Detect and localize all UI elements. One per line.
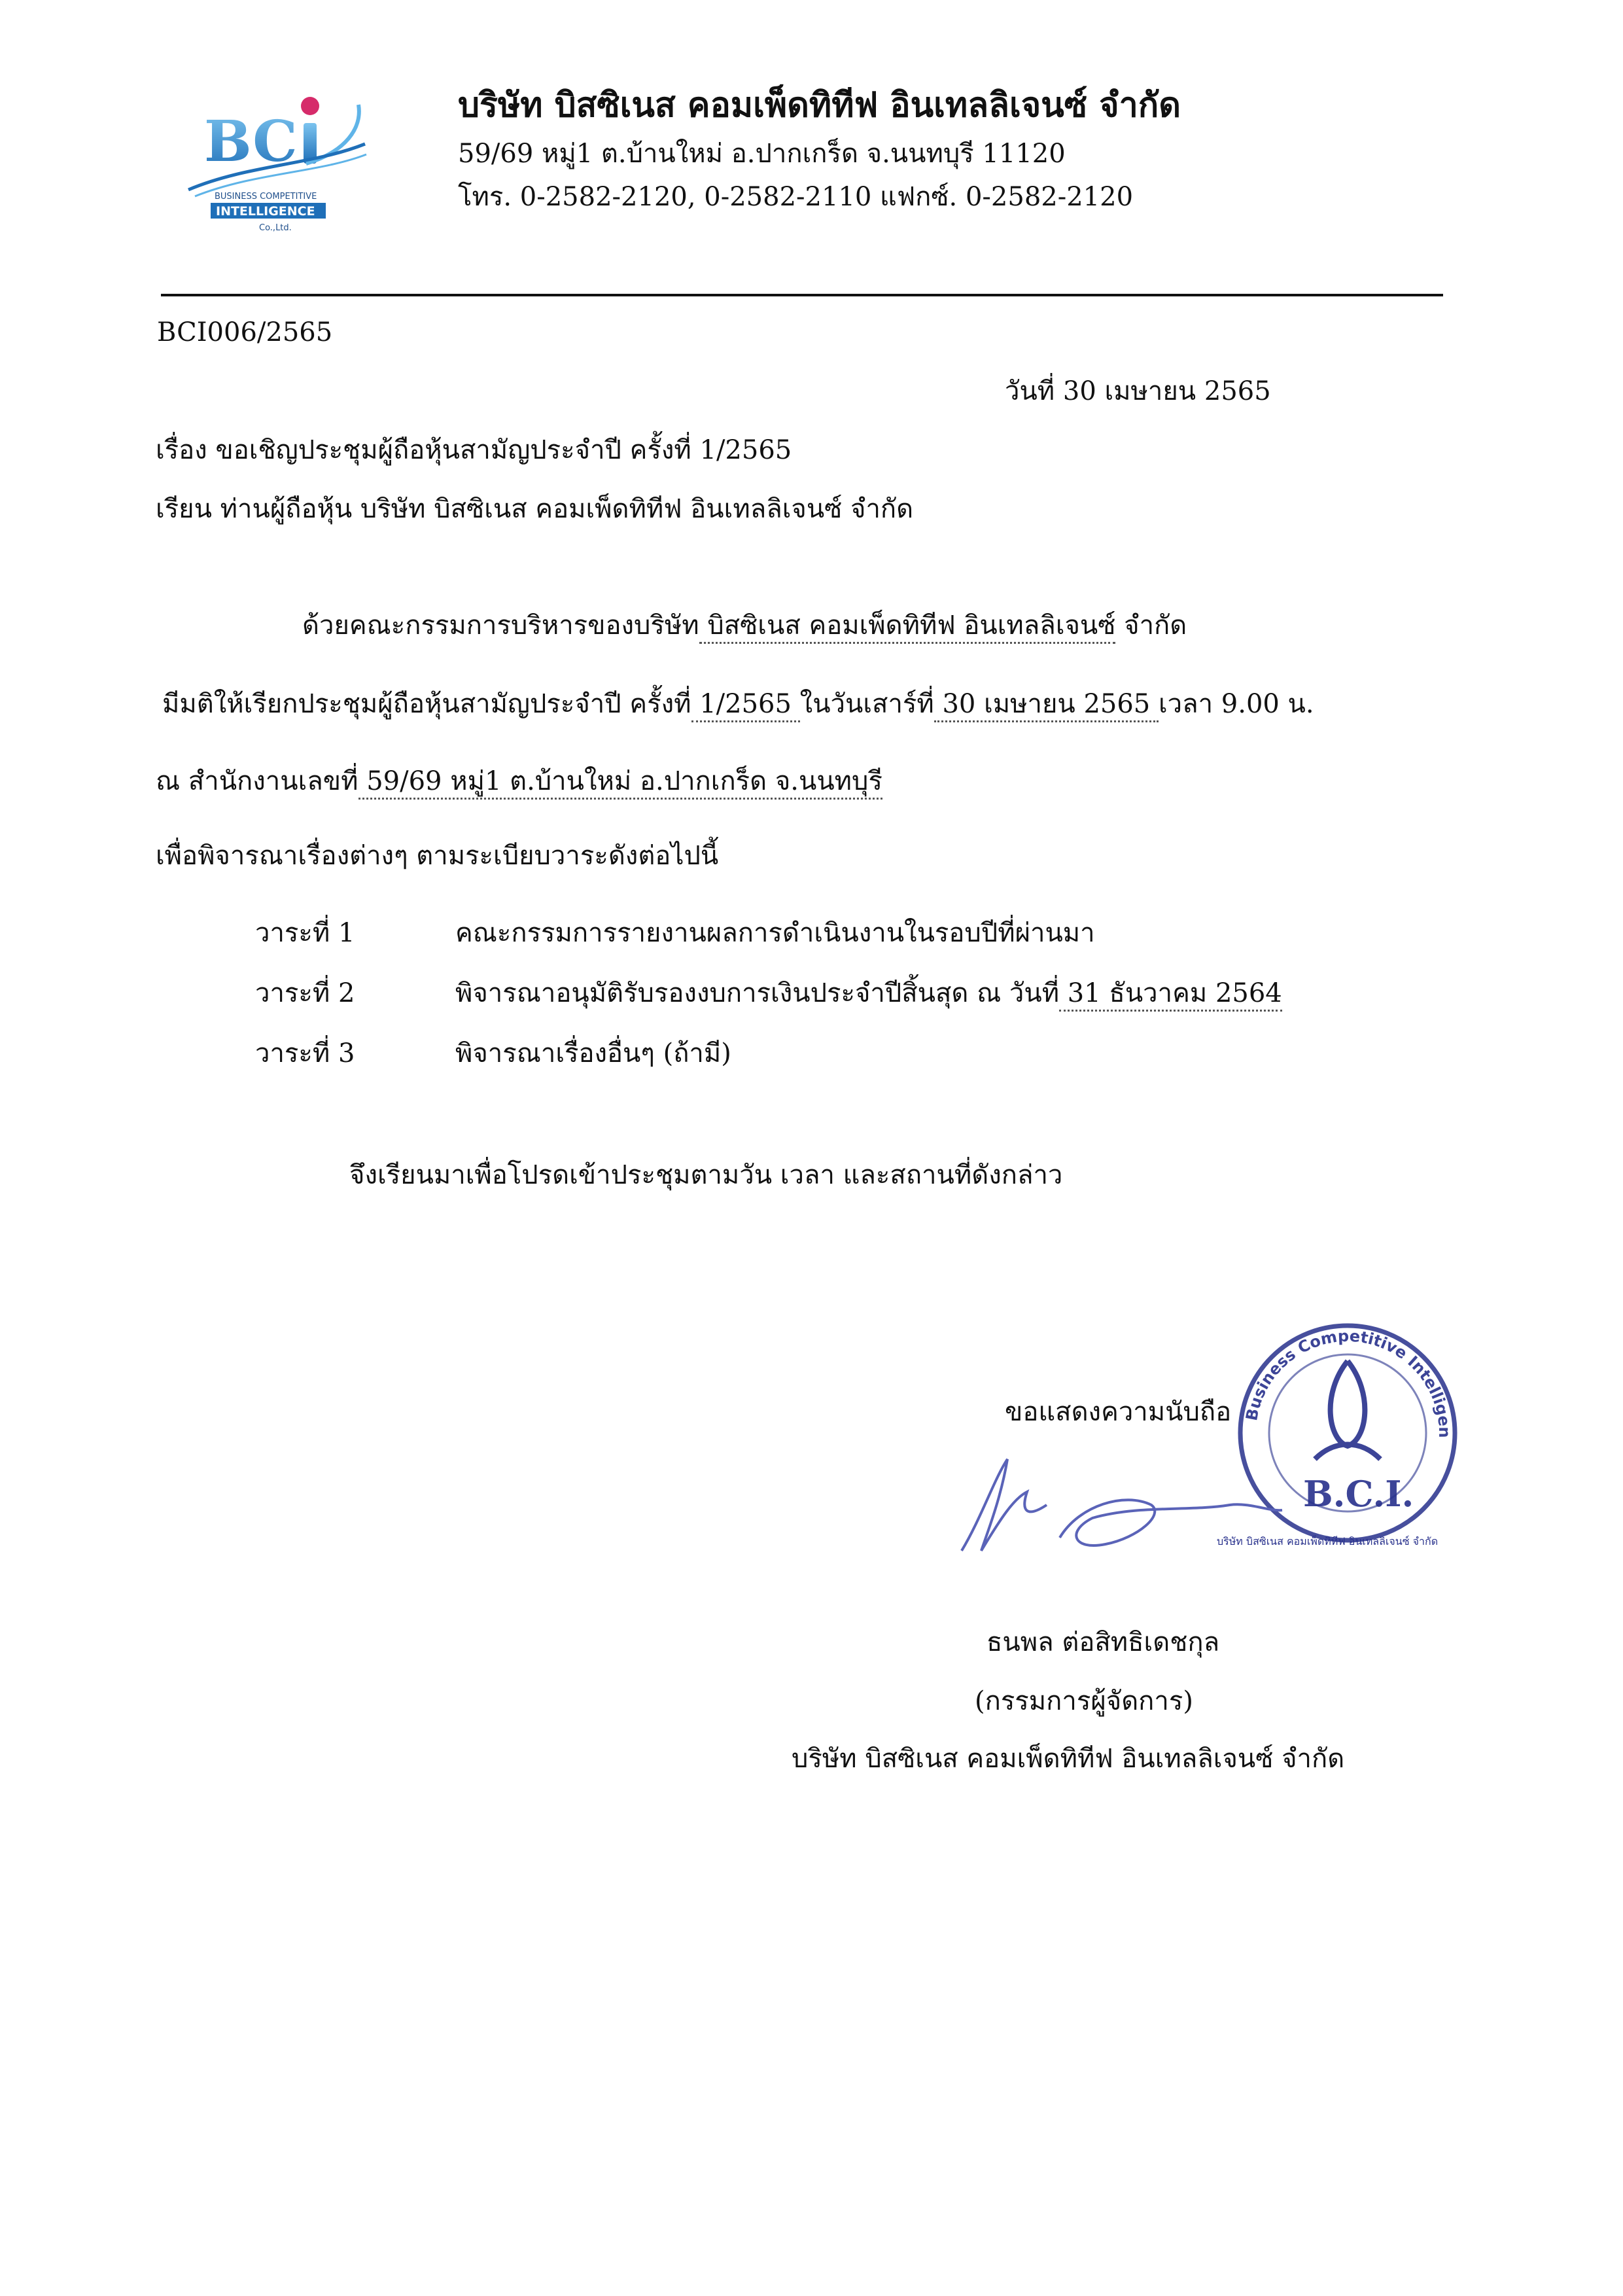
subject-line: เรื่อง ขอเชิญประชุมผู้ถือหุ้นสามัญประจำปี ครั้งที่ 1/2565 <box>156 435 792 465</box>
svg-text:BC: BC <box>204 109 298 175</box>
svg-text:Co.,Ltd.: Co.,Ltd. <box>259 223 292 233</box>
p2-prefix: มีมติให้เรียกประชุมผู้ถือหุ้นสามัญประจำปี ครั้งที่ <box>162 689 691 719</box>
company-contact: โทร. 0-2582-2120, 0-2582-2110 แฟกซ์. 0-2582-2120 <box>458 182 1134 212</box>
agenda-text: คณะกรรมการรายงานผลการดำเนินงานในรอบปีที่ผ่านมา <box>455 918 1095 948</box>
meeting-place: 59/69 หมู่1 ต.บ้านใหม่ อ.ปากเกร็ด จ.นนทบุรี <box>358 766 882 800</box>
p2-mid: ในวันเสาร์ที่ <box>799 689 934 719</box>
paragraph-3 <box>156 763 882 800</box>
svg-text:INTELLIGENCE: INTELLIGENCE <box>216 204 315 219</box>
document-reference: BCI006/2565 <box>157 317 333 347</box>
handwritten-signature <box>942 1439 1295 1570</box>
p1-prefix: ด้วยคณะกรรมการบริหารของบริษัท <box>302 610 699 641</box>
paragraph-4: เพื่อพิจารณาเรื่องต่างๆ ตามระเบียบวาระดังต่อไปนี้ <box>156 841 719 871</box>
paragraph-2 <box>162 686 1314 722</box>
meeting-date: 30 เมษายน 2565 <box>934 689 1159 722</box>
agenda-number: วาระที่ 1 <box>255 918 355 948</box>
agenda-text: พิจารณาอนุมัติรับรองงบการเงินประจำปีสิ้นสุด ณ วันที่ <box>455 978 1060 1008</box>
agenda-text: พิจารณาเรื่องอื่นๆ (ถ้ามี) <box>455 1038 731 1069</box>
signatory-company: บริษัท บิสซิเนส คอมเพ็ดทิทีฟ อินเทลลิเจนซ์ จำกัด <box>792 1744 1345 1774</box>
svg-text:Business Competitive Intellige: Business Competitive Intelligen <box>1242 1326 1454 1438</box>
p1-suffix: จำกัด <box>1115 610 1187 641</box>
signature-icon <box>942 1439 1295 1570</box>
p1-company: บิสซิเนส คอมเพ็ดทิทีฟ อินเทลลิเจนซ์ <box>699 610 1116 644</box>
regards-text: ขอแสดงความนับถือ <box>1005 1397 1232 1427</box>
paragraph-1 <box>302 607 1187 644</box>
p2-suffix: เวลา 9.00 น. <box>1158 689 1314 719</box>
signatory-name: ธนพล ต่อสิทธิเดชกุล <box>986 1627 1220 1657</box>
seal-caption: บริษัท บิสซิเนส คอมเพ็ดทิทีฟ อินเทลลิเจนซ์ จำกัด <box>1217 1535 1439 1547</box>
document-date: วันที่ 30 เมษายน 2565 <box>1005 376 1271 406</box>
agenda-item <box>255 975 1282 1012</box>
svg-text:BUSINESS COMPETITIVE: BUSINESS COMPETITIVE <box>215 192 317 202</box>
agenda-item <box>255 1035 731 1072</box>
company-address: 59/69 หมู่1 ต.บ้านใหม่ อ.ปากเกร็ด จ.นนทบุรี 11120 <box>458 139 1066 169</box>
recipient-line: เรียน ท่านผู้ถือหุ้น บริษัท บิสซิเนส คอมเพ็ดทิทีฟ อินเทลลิเจนซ์ จำกัด <box>156 494 914 524</box>
p3-prefix: ณ สำนักงานเลขที่ <box>156 766 358 796</box>
agenda-number: วาระที่ 2 <box>255 978 355 1008</box>
meeting-number: 1/2565 <box>691 689 800 722</box>
header-divider <box>161 294 1443 296</box>
svg-text:B.C.I.: B.C.I. <box>1303 1473 1414 1515</box>
agenda-item <box>255 915 1095 951</box>
agenda-number: วาระที่ 3 <box>255 1038 355 1069</box>
closing-sentence: จึงเรียนมาเพื่อโปรดเข้าประชุมตามวัน เวลา และสถานที่ดังกล่าว <box>349 1160 1063 1190</box>
company-name: บริษัท บิสซิเนส คอมเพ็ดทิทีฟ อินเทลลิเจนซ์ จำกัด <box>458 85 1181 125</box>
company-logo <box>175 92 372 236</box>
bci-logo-icon <box>175 92 372 236</box>
agenda-date: 31 ธันวาคม 2564 <box>1059 978 1282 1012</box>
signatory-position: (กรรมการผู้จัดการ) <box>975 1686 1193 1716</box>
